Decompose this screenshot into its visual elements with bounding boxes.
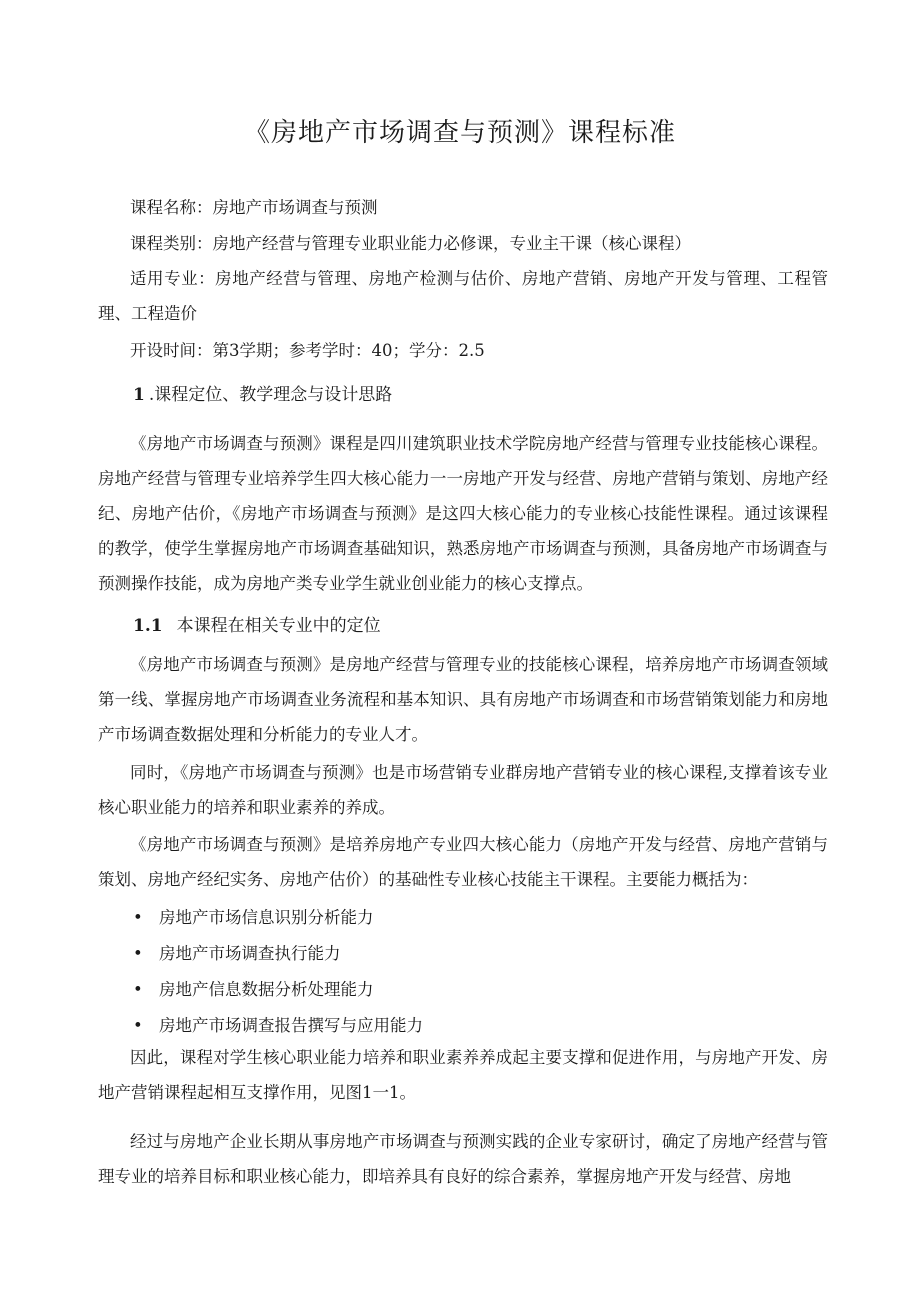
- course-name: 课程名称：房地产市场调查与预测: [130, 198, 378, 217]
- section-1-paragraph: 《房地产市场调查与预测》课程是四川建筑职业技术学院房地产经营与管理专业技能核心课程。房地产经营与管理专业培养学生四大核心能力一一房地产开发与经营、房地产营销与策划、房地产经纪、房地产估价，《房地产市场调查与预测》是这四大核心能力的专业核心技能性课程。通过该课程的教学，使学生掌握房地产市场调查基础知识，熟悉房地产市场调查与预测，具备房地产市场调查与预测操作技能，成为房地产类专业学生就业创业能力的核心支撑点。: [98, 434, 828, 593]
- document-title: 《房地产市场调查与预测》课程标准: [243, 118, 676, 148]
- section-1-1-paragraph-2: 同时，《房地产市场调查与预测》也是市场营销专业群房地产营销专业的核心课程,支撑着该专业核心职业能力的培养和职业素养的养成。: [98, 763, 828, 817]
- applicable-majors: 适用专业：房地产经营与管理、房地产检测与估价、房地产营销、房地产开发与管理、工程管理、工程造价: [98, 269, 828, 323]
- section-1-heading: [133, 380, 392, 405]
- bullet-icon: •: [133, 944, 143, 963]
- section-1-1-paragraph-4: 因此，课程对学生核心职业能力培养和职业素养养成起主要支撑和促进作用，与房地产开发、房地产营销课程起相互支撑作用，见图1一1。: [98, 1048, 828, 1102]
- course-schedule: 开设时间：第3学期；参考学时：40；学分：2.5: [130, 341, 485, 360]
- section-1-1-heading: [133, 611, 381, 636]
- section-1-title: .课程定位、教学理念与设计思路: [148, 385, 393, 405]
- list-item: [133, 976, 374, 1000]
- list-item: [133, 1012, 423, 1036]
- section-1-1-paragraph-5: 经过与房地产企业长期从事房地产市场调查与预测实践的企业专家研讨，确定了房地产经营与管理专业的培养目标和职业核心能力，即培养具有良好的综合素养，掌握房地产开发与经营、房地: [98, 1132, 828, 1186]
- section-1-1-title: 本课程在相关专业中的定位: [176, 616, 381, 636]
- bullet-icon: •: [133, 1016, 143, 1035]
- list-item: [133, 940, 341, 964]
- list-item-text: 房地产市场调查执行能力: [159, 944, 341, 963]
- section-1-1-number: 1.1: [133, 616, 163, 636]
- list-item-text: 房地产信息数据分析处理能力: [159, 980, 374, 999]
- section-1-number: 1: [133, 385, 145, 405]
- section-1-1-paragraph-1: 《房地产市场调查与预测》是房地产经营与管理专业的技能核心课程，培养房地产市场调查领域第一线、掌握房地产市场调查业务流程和基本知识、具有房地产市场调查和市场营销策划能力和房地产市场调查数据处理和分析能力的专业人才。: [98, 655, 828, 744]
- bullet-icon: •: [133, 980, 143, 999]
- list-item-text: 房地产市场信息识别分析能力: [159, 908, 374, 927]
- bullet-icon: •: [133, 908, 143, 927]
- list-item: [133, 904, 374, 928]
- list-item-text: 房地产市场调查报告撰写与应用能力: [159, 1016, 423, 1035]
- section-1-1-paragraph-3: 《房地产市场调查与预测》是培养房地产专业四大核心能力（房地产开发与经营、房地产营销与策划、房地产经纪实务、房地产估价）的基础性专业核心技能主干课程。主要能力概括为：: [98, 835, 828, 889]
- course-category: 课程类别：房地产经营与管理专业职业能力必修课，专业主干课（核心课程）: [130, 234, 691, 253]
